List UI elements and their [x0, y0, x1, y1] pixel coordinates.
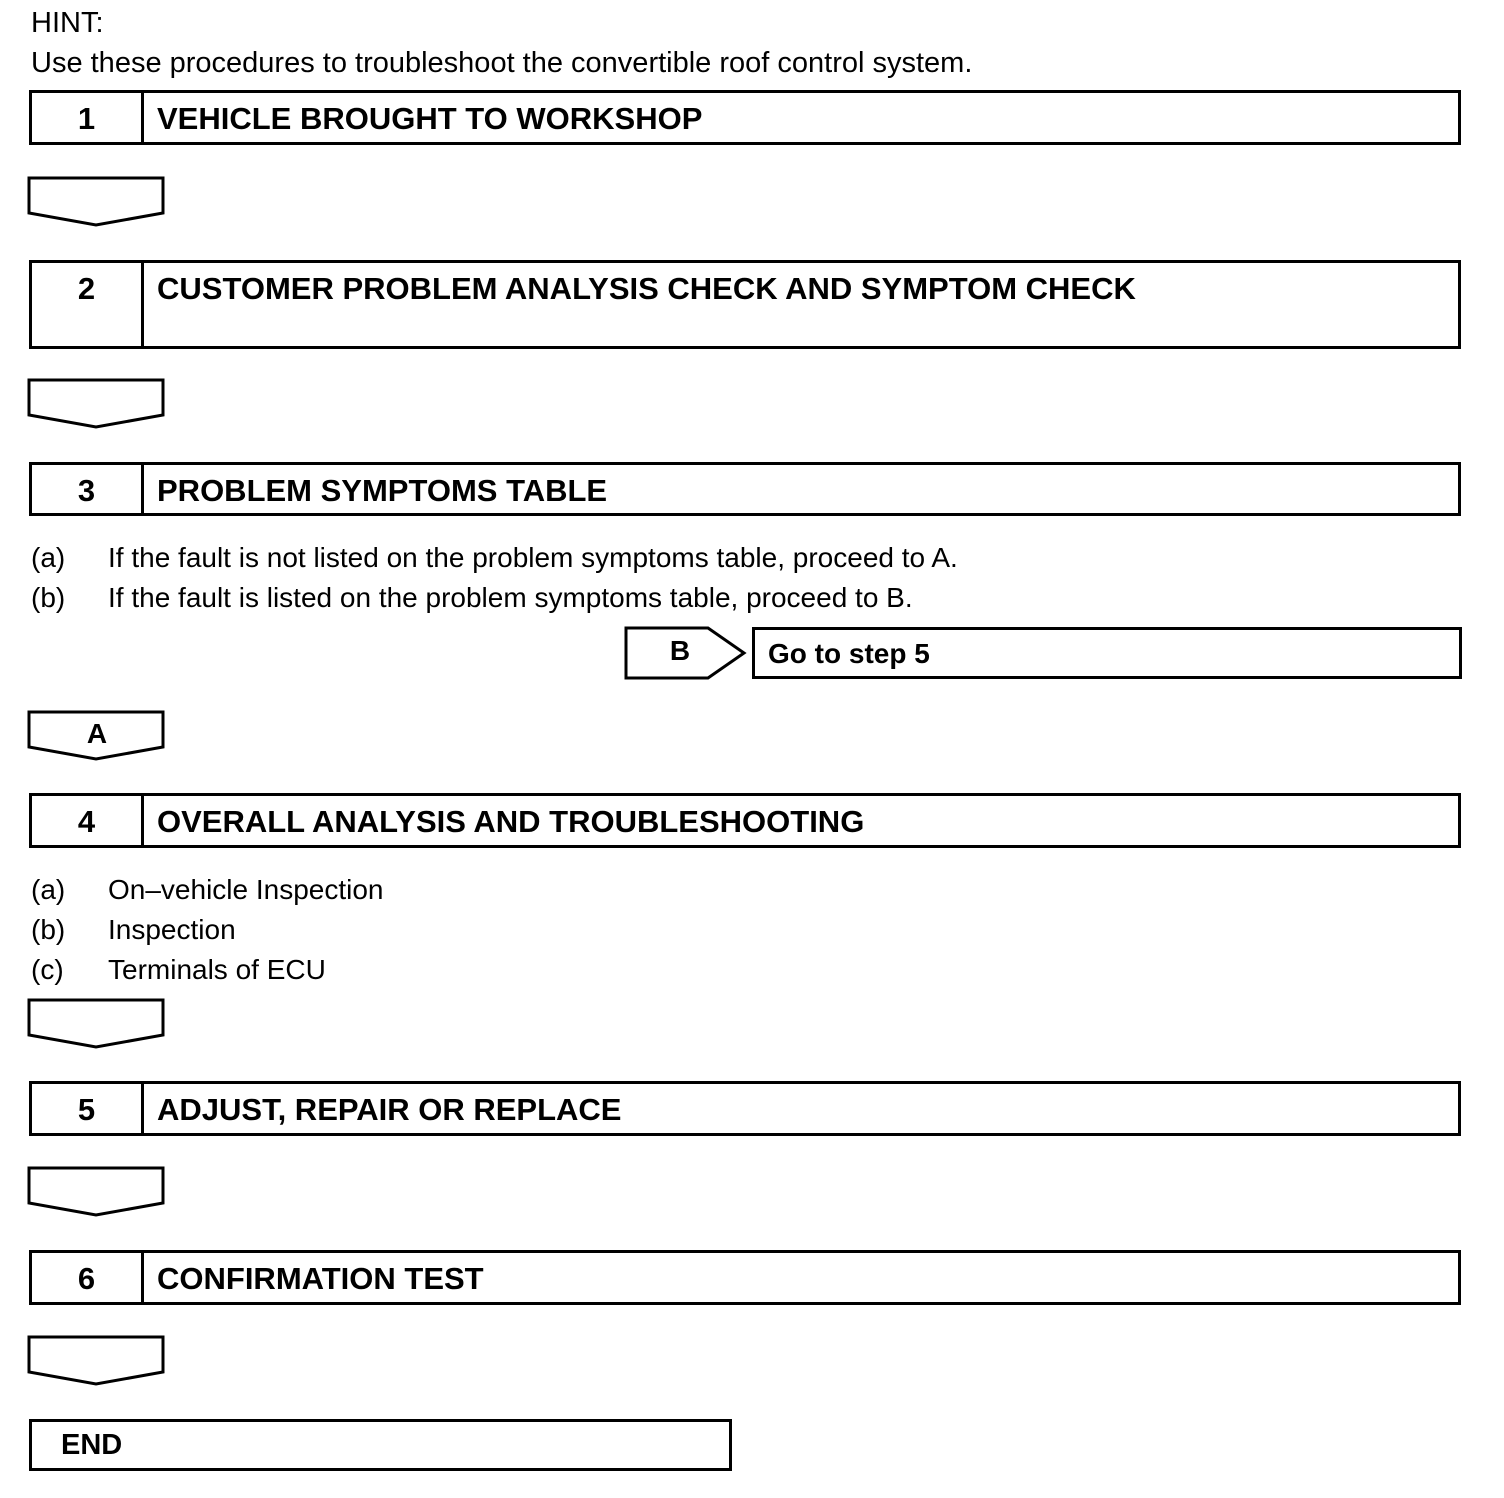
down-arrow-icon	[27, 1166, 167, 1218]
flow-arrow-1	[27, 176, 167, 228]
step-3	[29, 462, 1461, 516]
branch-label: A	[86, 718, 108, 749]
item-text: Terminals of ECU	[108, 954, 326, 985]
flow-arrow-2	[27, 378, 167, 430]
step-5	[29, 1081, 1461, 1136]
item-marker: (c)	[31, 954, 64, 985]
down-arrow-icon	[27, 378, 167, 430]
branch-label: B	[669, 635, 691, 666]
down-arrow-icon	[27, 1335, 167, 1387]
down-arrow-icon	[27, 998, 167, 1050]
step-2	[29, 260, 1461, 349]
item-text: If the fault is listed on the problem symptoms table, proceed to B.	[108, 582, 913, 613]
step-6	[29, 1250, 1461, 1305]
item-text: On–vehicle Inspection	[108, 874, 384, 905]
step-number: 2	[32, 263, 144, 346]
item-marker: (a)	[31, 542, 66, 573]
step-number: 1	[32, 93, 144, 142]
step-title: CUSTOMER PROBLEM ANALYSIS CHECK AND SYMPTOM CHECK	[157, 271, 1136, 306]
flow-arrow-6	[27, 1335, 167, 1387]
flow-arrow-4	[27, 998, 167, 1050]
step-title: PROBLEM SYMPTOMS TABLE	[157, 473, 608, 508]
item-text: If the fault is not listed on the problem symptoms table, proceed to A.	[108, 542, 958, 573]
step-number: 5	[32, 1084, 144, 1133]
flow-arrow-a	[27, 710, 167, 762]
hint-label: HINT:	[31, 7, 104, 39]
step-title: CONFIRMATION TEST	[157, 1261, 484, 1296]
item-marker: (a)	[31, 874, 66, 905]
flow-arrow-5	[27, 1166, 167, 1218]
step-number: 6	[32, 1253, 144, 1302]
branch-b-target: Go to step 5	[752, 627, 1462, 679]
step-number: 4	[32, 796, 144, 845]
step-1	[29, 90, 1461, 145]
step-4	[29, 793, 1461, 848]
step-title: OVERALL ANALYSIS AND TROUBLESHOOTING	[157, 804, 865, 839]
branch-b-tag	[624, 626, 748, 680]
step-title: VEHICLE BROUGHT TO WORKSHOP	[157, 101, 703, 136]
step-number: 3	[32, 465, 144, 513]
end-box: END	[29, 1419, 732, 1471]
hint-text: Use these procedures to troubleshoot the convertible roof control system.	[31, 47, 973, 79]
down-arrow-icon	[27, 176, 167, 228]
item-marker: (b)	[31, 914, 66, 945]
step-title: ADJUST, REPAIR OR REPLACE	[157, 1092, 622, 1127]
item-text: Inspection	[108, 914, 236, 945]
item-marker: (b)	[31, 582, 66, 613]
